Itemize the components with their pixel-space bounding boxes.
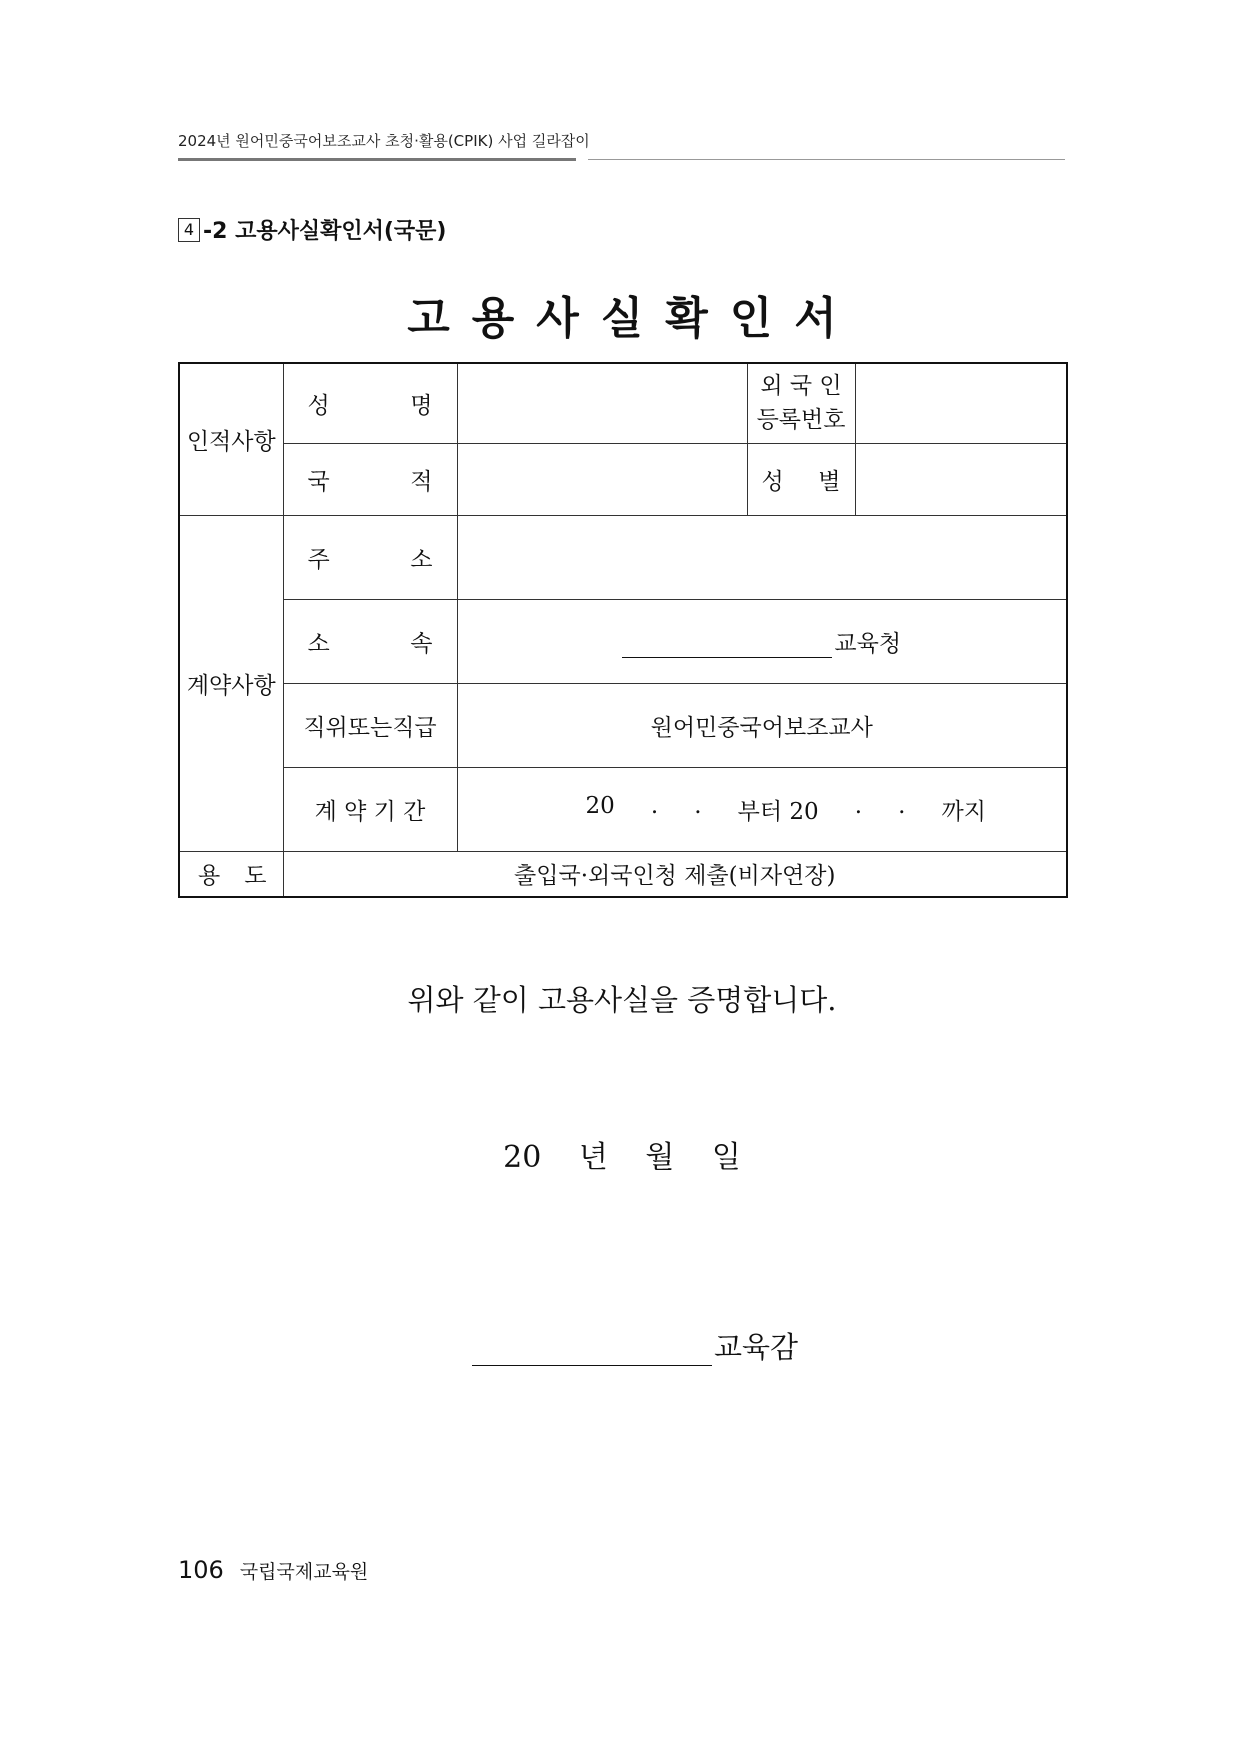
certification-statement: 위와 같이 고용사실을 증명합니다. [407,983,837,1017]
section-number-box: 4 [178,218,200,242]
affiliation-field[interactable] [457,599,1067,683]
header-rule-thin [588,159,1065,160]
group-contract-label: 계약사항 [179,515,283,851]
running-header: 2024년 원어민중국어보조교사 초청·활용(CPIK) 사업 길라잡이 [178,132,590,150]
contract-period-label: 계 약 기 간 [283,767,457,851]
nationality-label: 국 적 [283,443,457,515]
contract-period-field[interactable]: 20 . . 부터 20 . . 까지 [457,767,1067,851]
alien-registration-label: 외 국 인 등록번호 [747,363,855,443]
date-day-unit: 일 [711,1140,741,1175]
date-year-unit: 년 [578,1140,608,1175]
group-personal-label: 인적사항 [179,363,283,515]
address-label: 주 소 [283,515,457,599]
header-rule-thick [178,158,576,161]
purpose-value: 출입국·외국인청 제출(비자연장) [283,851,1067,897]
publisher-name: 국립국제교육원 [239,1561,369,1583]
signature-line [472,1325,798,1366]
date-year: 20 [503,1140,542,1175]
signature-blank[interactable] [472,1335,712,1366]
name-label: 성 명 [283,363,457,443]
section-heading [178,214,446,245]
employment-form-table [178,362,1068,898]
signature-title: 교육감 [714,1330,799,1364]
document-title: 고용사실확인서 [407,293,859,344]
nationality-field[interactable] [457,443,747,515]
gender-field[interactable] [855,443,1067,515]
alien-registration-field[interactable] [855,363,1067,443]
name-field[interactable] [457,363,747,443]
page-footer [178,1556,368,1584]
date-line [178,1132,1066,1176]
address-field[interactable] [457,515,1067,599]
purpose-label: 용 도 [179,851,283,897]
affiliation-blank[interactable] [622,631,832,658]
page-number: 106 [178,1556,224,1584]
section-heading-text: -2 고용사실확인서(국문) [203,219,447,244]
date-month-unit: 월 [645,1140,675,1175]
gender-label: 성 별 [747,443,855,515]
affiliation-label: 소 속 [283,599,457,683]
position-value: 원어민중국어보조교사 [457,683,1067,767]
position-label: 직위또는직급 [283,683,457,767]
affiliation-suffix: 교육청 [834,630,902,657]
